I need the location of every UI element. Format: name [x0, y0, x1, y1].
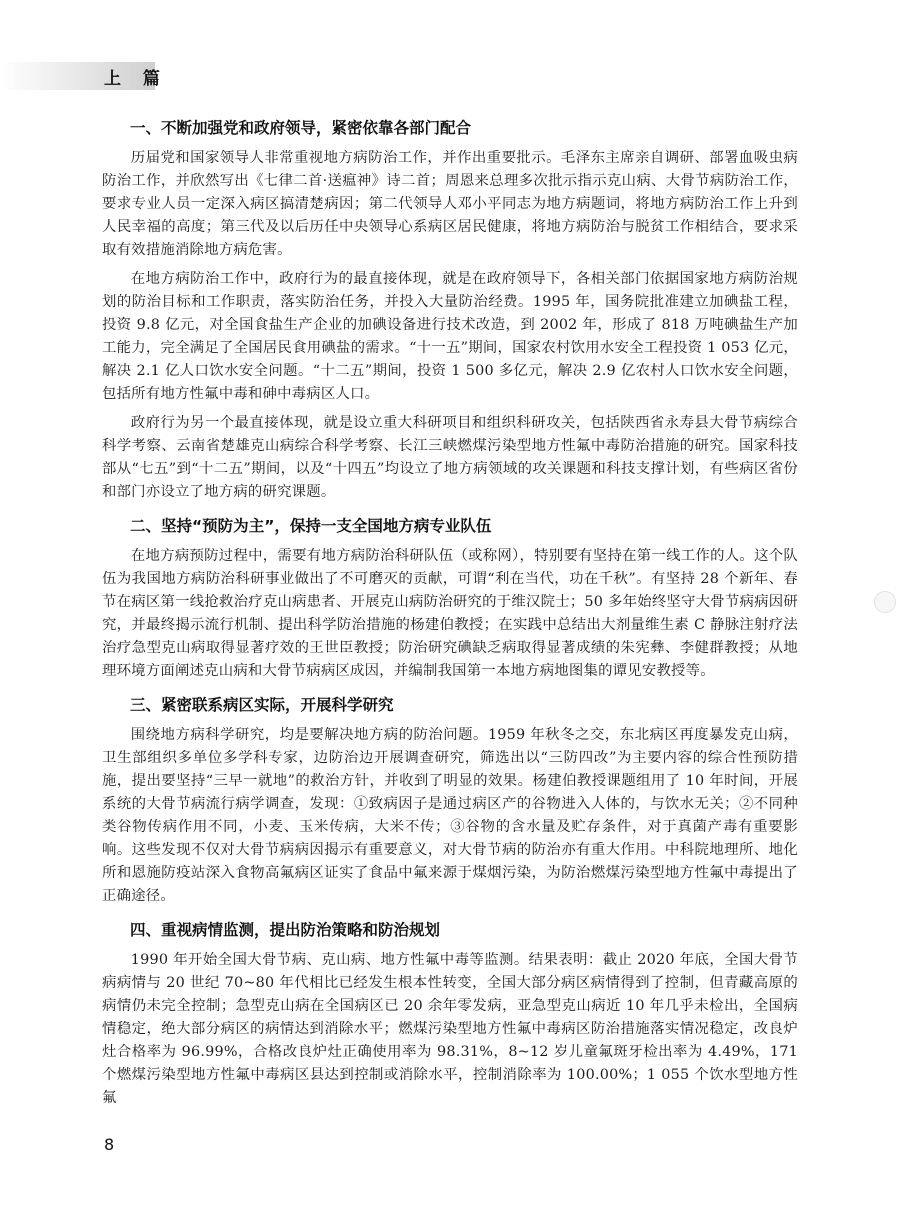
section-heading: 四、重视病情监测，提出防治策略和防治规划 — [130, 921, 441, 939]
section-4 — [102, 918, 798, 1110]
paragraph: 在地方病防治工作中，政府行为的最直接体现，就是在政府领导下，各相关部门依据国家地方病防治规划的防治目标和工作职责，落实防治任务，并投入大量防治经费。1995 年，国务院批准建立加碘盐工程，投资 9.8 亿元，对全国食盐生产企业的加碘设备进行技术改造，到 2002 年，形成了 818 万吨碘盐生产加工能力，完全满足了全国居民食用碘盐的需求。“十一五”期间，国家农村饮用水安全工程投资 1 053 亿元，解决 2.1 亿人口饮水安全问题。“十二五”期间，投资 1 500 多亿元，解决 2.9 亿农村人口饮水安全问题，包括所有地方性氟中毒和砷中毒病区人口。 — [102, 271, 798, 402]
paragraph: 在地方病预防过程中，需要有地方病防治科研队伍（或称网），特别要有坚持在第一线工作的人。这个队伍为我国地方病防治科研事业做出了不可磨灭的贡献，可谓“利在当代，功在千秋”。有坚持 28 个新年、春节在病区第一线抢救治疗克山病患者、开展克山病防治研究的于维汉院士；50 多年始终坚守大骨节病病因研究，并最终揭示流行机制、提出科学防治措施的杨建伯教授；在实践中总结出大剂量维生素 C 静脉注射疗法治疗急型克山病取得显著疗效的王世臣教授；防治研究碘缺乏病取得显著成绩的朱宪彝、李健群教授；从地理环境方面阐述克山病和大骨节病病区成因，并编制我国第一本地方病地图集的谭见安教授等。 — [102, 548, 798, 679]
section-2 — [102, 514, 798, 683]
section-1 — [102, 116, 798, 504]
section-heading: 三、紧密联系病区实际，开展科学研究 — [130, 696, 394, 714]
running-header: 上 篇 — [104, 69, 168, 89]
section-3 — [102, 693, 798, 908]
section-heading: 二、坚持“预防为主”，保持一支全国地方病专业队伍 — [130, 517, 492, 535]
page-number: 8 — [104, 1135, 115, 1154]
paragraph: 历届党和国家领导人非常重视地方病防治工作，并作出重要批示。毛泽东主席亲自调研、部署血吸虫病防治工作，并欣然写出《七律二首·送瘟神》诗二首；周恩来总理多次批示指示克山病、大骨节病防治工作，要求专业人员一定深入病区搞清楚病因；第二代领导人邓小平同志为地方病题词，将地方病防治工作上升到人民幸福的高度；第三代及以后历任中央领导心系病区居民健康，将地方病防治与脱贫工作相结合，要求采取有效措施消除地方病危害。 — [102, 150, 798, 258]
paragraph: 围绕地方病科学研究，均是要解决地方病的防治问题。1959 年秋冬之交，东北病区再度暴发克山病，卫生部组织多单位多学科专家，边防治边开展调查研究，筛选出以“三防四改”为主要内容的综合性预防措施，提出要坚持“三早一就地”的救治方针，并收到了明显的效果。杨建伯教授课题组用了 10 年时间，开展系统的大骨节病流行病学调查，发现：①致病因子是通过病区产的谷物进入人体的，与饮水无关；②不同种类谷物传病作用不同，小麦、玉米传病，大米不传；③谷物的含水量及贮存条件，对于真菌产毒有重要影响。这些发现不仅对大骨节病病因揭示有重要意义，对大骨节病的防治亦有重大作用。中科院地理所、地化所和恩施防疫站深入食物高氟病区证实了食品中氟来源于煤烟污染，为防治燃煤污染型地方性氟中毒提出了正确途径。 — [102, 727, 798, 904]
paragraph: 1990 年开始全国大骨节病、克山病、地方性氟中毒等监测。结果表明：截止 2020 年底，全国大骨节病病情与 20 世纪 70~80 年代相比已经发生根本性转变，全国大部分病区病情得到了控制，但青藏高原的病情仍未完全控制；急型克山病在全国病区已 20 余年零发病，亚急型克山病近 10 年几乎未检出，全国病情稳定，绝大部分病区的病情达到消除水平；燃煤污染型地方性氟中毒病区防治措施落实情况稳定，改良炉灶合格率为 96.99%，合格改良炉灶正确使用率为 98.31%，8~12 岁儿童氟斑牙检出率为 4.49%，171 个燃煤污染型地方性氟中毒病区县达到控制或消除水平，控制消除率为 100.00%；1 055 个饮水型地方性氟 — [102, 952, 798, 1106]
paragraph: 政府行为另一个最直接体现，就是设立重大科研项目和组织科研攻关，包括陕西省永寿县大骨节病综合科学考察、云南省楚雄克山病综合科学考察、长江三峡燃煤污染型地方性氟中毒防治措施的研究。国家科技部从“七五”到“十二五”期间，以及“十四五”均设立了地方病领域的攻关课题和科技支撑计划，有些病区省份和部门亦设立了地方病的研究课题。 — [102, 415, 798, 500]
section-heading: 一、不断加强党和政府领导，紧密依靠各部门配合 — [130, 119, 472, 137]
page-content — [102, 116, 798, 1120]
edge-stamp-mark — [874, 591, 896, 613]
